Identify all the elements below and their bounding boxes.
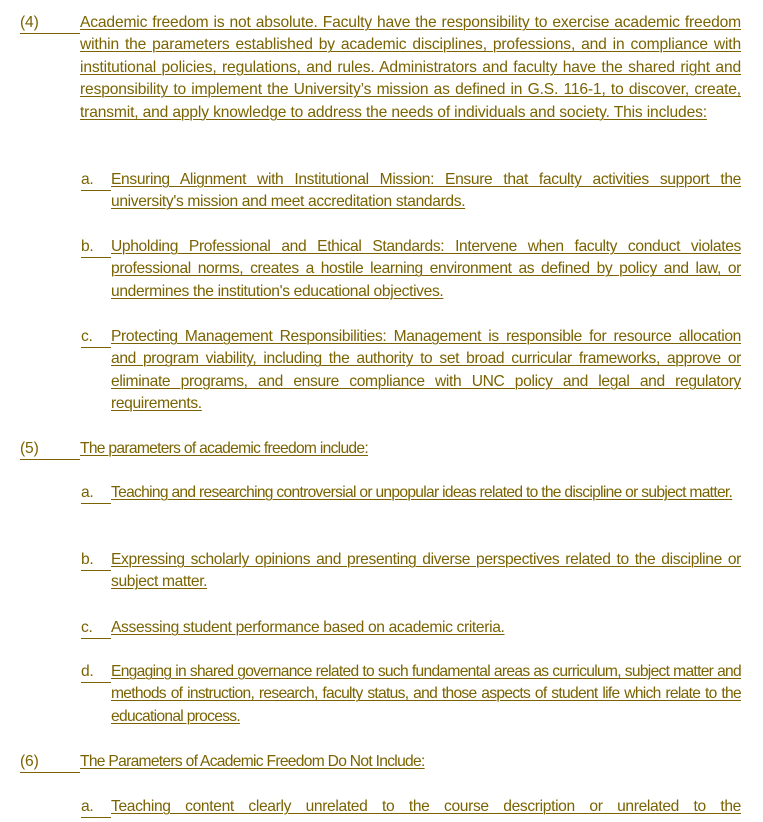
section-text: The parameters of academic freedom include: [80,440,368,457]
item-letter-underline [81,169,111,191]
section-5 [20,438,741,460]
item-letter: a. [81,798,94,815]
item-text: Ensuring Alignment with Institutional Mission: Ensure that faculty activities support the university's mission and meet accreditation standards. [111,171,741,211]
item-text: Upholding Professional and Ethical Standards: Intervene when faculty conduct violates professional norms, creates a hostile learning environment as defined by policy and law, or undermines the institution's educational objectives. [111,238,741,300]
list-item-4b [81,236,741,303]
item-text: Teaching content clearly unrelated to the course description or unrelated to the [111,798,741,815]
section-number: (4) [20,14,39,31]
item-letter: b. [81,238,94,255]
list-item-5b [81,549,741,594]
item-letter-underline [81,661,111,683]
section-number-underline [20,12,80,34]
section-number: (5) [20,440,39,457]
section-4 [20,12,741,124]
item-letter-underline [81,617,111,639]
item-text: Assessing student performance based on academic criteria. [111,619,505,636]
section-number: (6) [20,753,39,770]
list-item-5a [81,482,741,504]
item-text: Protecting Management Responsibilities: Management is responsible for resource allocation and program viability, including the authority to set broad curricular frameworks, approve or eliminate programs, and ensure compliance with UNC policy and legal and regulatory requirements. [111,328,741,413]
item-text: Expressing scholarly opinions and presenting diverse perspectives related to the discipline or subject matter. [111,551,741,591]
section-number-underline [20,751,80,773]
item-letter: d. [81,663,94,680]
section-number-underline [20,438,80,460]
item-letter: b. [81,551,94,568]
section-text: Academic freedom is not absolute. Faculty have the responsibility to exercise academic freedom within the parameters established by academic disciplines, professions, and in compliance with institutional policies, regulations, and rules. Administrators and faculty have the shared right and responsibility to implement the University’s mission as defined in G.S. 116-1, to discover, create, transmit, and apply knowledge to address the needs of individuals and society. This includes: [80,14,741,121]
item-letter-underline [81,482,111,504]
list-item-4c [81,326,741,416]
section-6 [20,751,741,773]
item-letter-underline [81,236,111,258]
item-text: Teaching and researching controversial or unpopular ideas related to the discipline or subject matter. [111,484,733,501]
item-letter-underline [81,326,111,348]
item-letter: c. [81,619,93,636]
list-item-5d [81,661,741,728]
item-letter-underline [81,549,111,571]
item-letter-underline [81,796,111,818]
list-item-5c [81,617,741,639]
section-text: The Parameters of Academic Freedom Do Not Include: [80,753,425,770]
item-letter: c. [81,328,93,345]
item-text: Engaging in shared governance related to such fundamental areas as curriculum, subject matter and methods of instruction, research, faculty status, and those aspects of student life which relate to the educational process. [111,663,741,725]
item-letter: a. [81,171,94,188]
list-item-6a [81,796,741,818]
list-item-4a [81,169,741,214]
item-letter: a. [81,484,94,501]
